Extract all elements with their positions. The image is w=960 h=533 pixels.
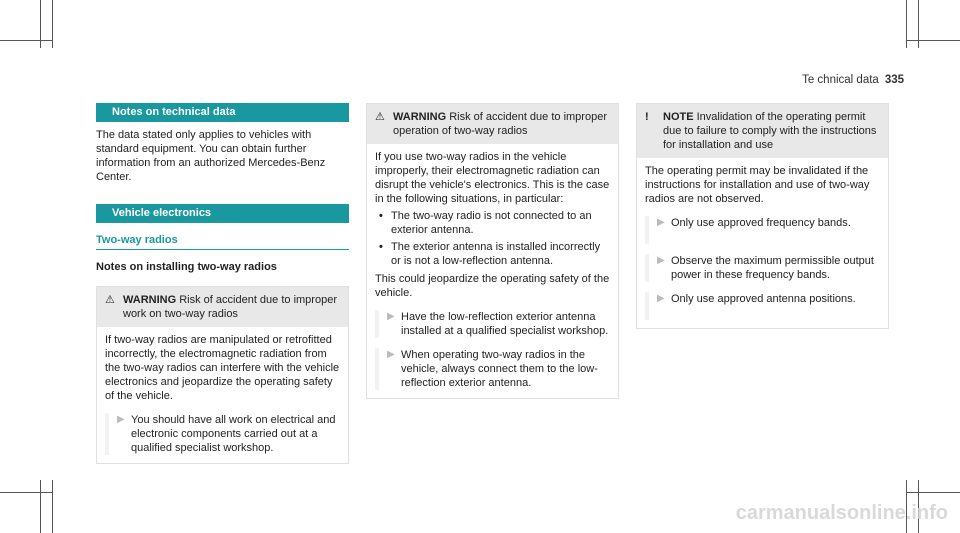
instruction-step [645,216,880,244]
bullet-icon: • [379,210,383,222]
warning-triangle-icon: ⚠ [105,294,115,306]
crop-mark [906,492,960,493]
warning-header [367,104,618,144]
note-box [636,103,889,329]
note-label: NOTE [663,111,694,123]
instruction-step [645,292,880,320]
bullet-icon: • [379,241,383,253]
list-item [375,240,610,268]
note-body: The operating permit may be invalidated if the instructions for installation and use of two-way radios are not observed. [645,165,870,205]
instruction-step [105,413,340,455]
crop-mark [52,480,53,533]
crop-mark [906,40,960,41]
column-2 [366,103,619,399]
installing-two-way-radios-heading: Notes on installing two-way radios [96,261,277,273]
list-item-text: The exterior antenna is installed incorrectly or is not a low-reflection antenna. [391,241,601,267]
arrow-right-icon: ▶ [645,254,667,282]
crop-mark [0,492,52,493]
watermark: carmanualsonline.info [735,502,948,524]
note-title: Invalidation of the operating permit due to failure to comply with the instructions for installation and use [663,111,877,151]
column-3 [636,103,889,329]
step-text: Only use approved frequency bands. [671,217,851,229]
arrow-right-icon: ▶ [645,292,667,320]
warning-triangle-icon: ⚠ [375,111,385,123]
warning-header [97,287,348,327]
vehicle-electronics-heading: Vehicle electronics [96,204,349,223]
column-1 [96,103,349,464]
step-text: When operating two-way radios in the vehicle, always connect them to the low-reflection exterior antenna. [401,349,598,389]
crop-mark [52,0,53,48]
crop-mark [0,40,52,41]
warning-label: WARNING [123,294,177,306]
warning-title: Risk of accident due to improper operation of two-way radios [393,111,607,137]
warning-box [366,103,619,399]
instruction-step [375,310,610,338]
arrow-right-icon: ▶ [645,216,667,244]
instruction-step [375,348,610,390]
page-number: 335 [884,74,904,86]
notes-technical-data-heading: Notes on technical data [96,103,349,122]
page-header [802,74,904,86]
warning-body: If two-way radios are manipulated or retrofitted incorrectly, the electromagnetic radiation from the two-way radios can interfere with the vehicle electronics and jeopardize the operating safety of the vehicle. [105,334,340,402]
notes-technical-data-text: The data stated only applies to vehicles with standard equipment. You can obtain further information from an authorized Mercedes-Benz Center. [96,129,326,183]
arrow-right-icon: ▶ [375,310,397,338]
step-text: Have the low-reflection exterior antenna installed at a qualified specialist workshop. [401,311,609,337]
warning-title: Risk of accident due to improper work on two-way radios [123,294,337,320]
note-header [637,104,888,158]
section-title: Te chnical data [802,74,879,86]
exclamation-icon: ! [645,111,649,123]
step-text: Observe the maximum permissible output power in these frequency bands. [671,255,874,281]
arrow-right-icon: ▶ [375,348,397,390]
crop-mark [40,480,41,533]
warning-body: If you use two-way radios in the vehicle improperly, their electromagnetic radiation can disrupt the vehicle's electronics. This is the case in the following situations, in particular: [375,151,610,205]
list-item-text: The two-way radio is not connected to an exterior antenna. [391,210,592,236]
warning-consequence: This could jeopardize the operating safety of the vehicle. [375,273,610,299]
step-text: Only use approved antenna positions. [671,293,856,305]
two-way-radios-heading: Two-way radios [96,233,349,250]
step-text: You should have all work on electrical and electronic components carried out at a qualified specialist workshop. [131,414,336,454]
list-item [375,209,610,237]
arrow-right-icon: ▶ [105,413,127,455]
warning-box [96,286,349,464]
warning-label: WARNING [393,111,447,123]
instruction-step [645,254,880,282]
